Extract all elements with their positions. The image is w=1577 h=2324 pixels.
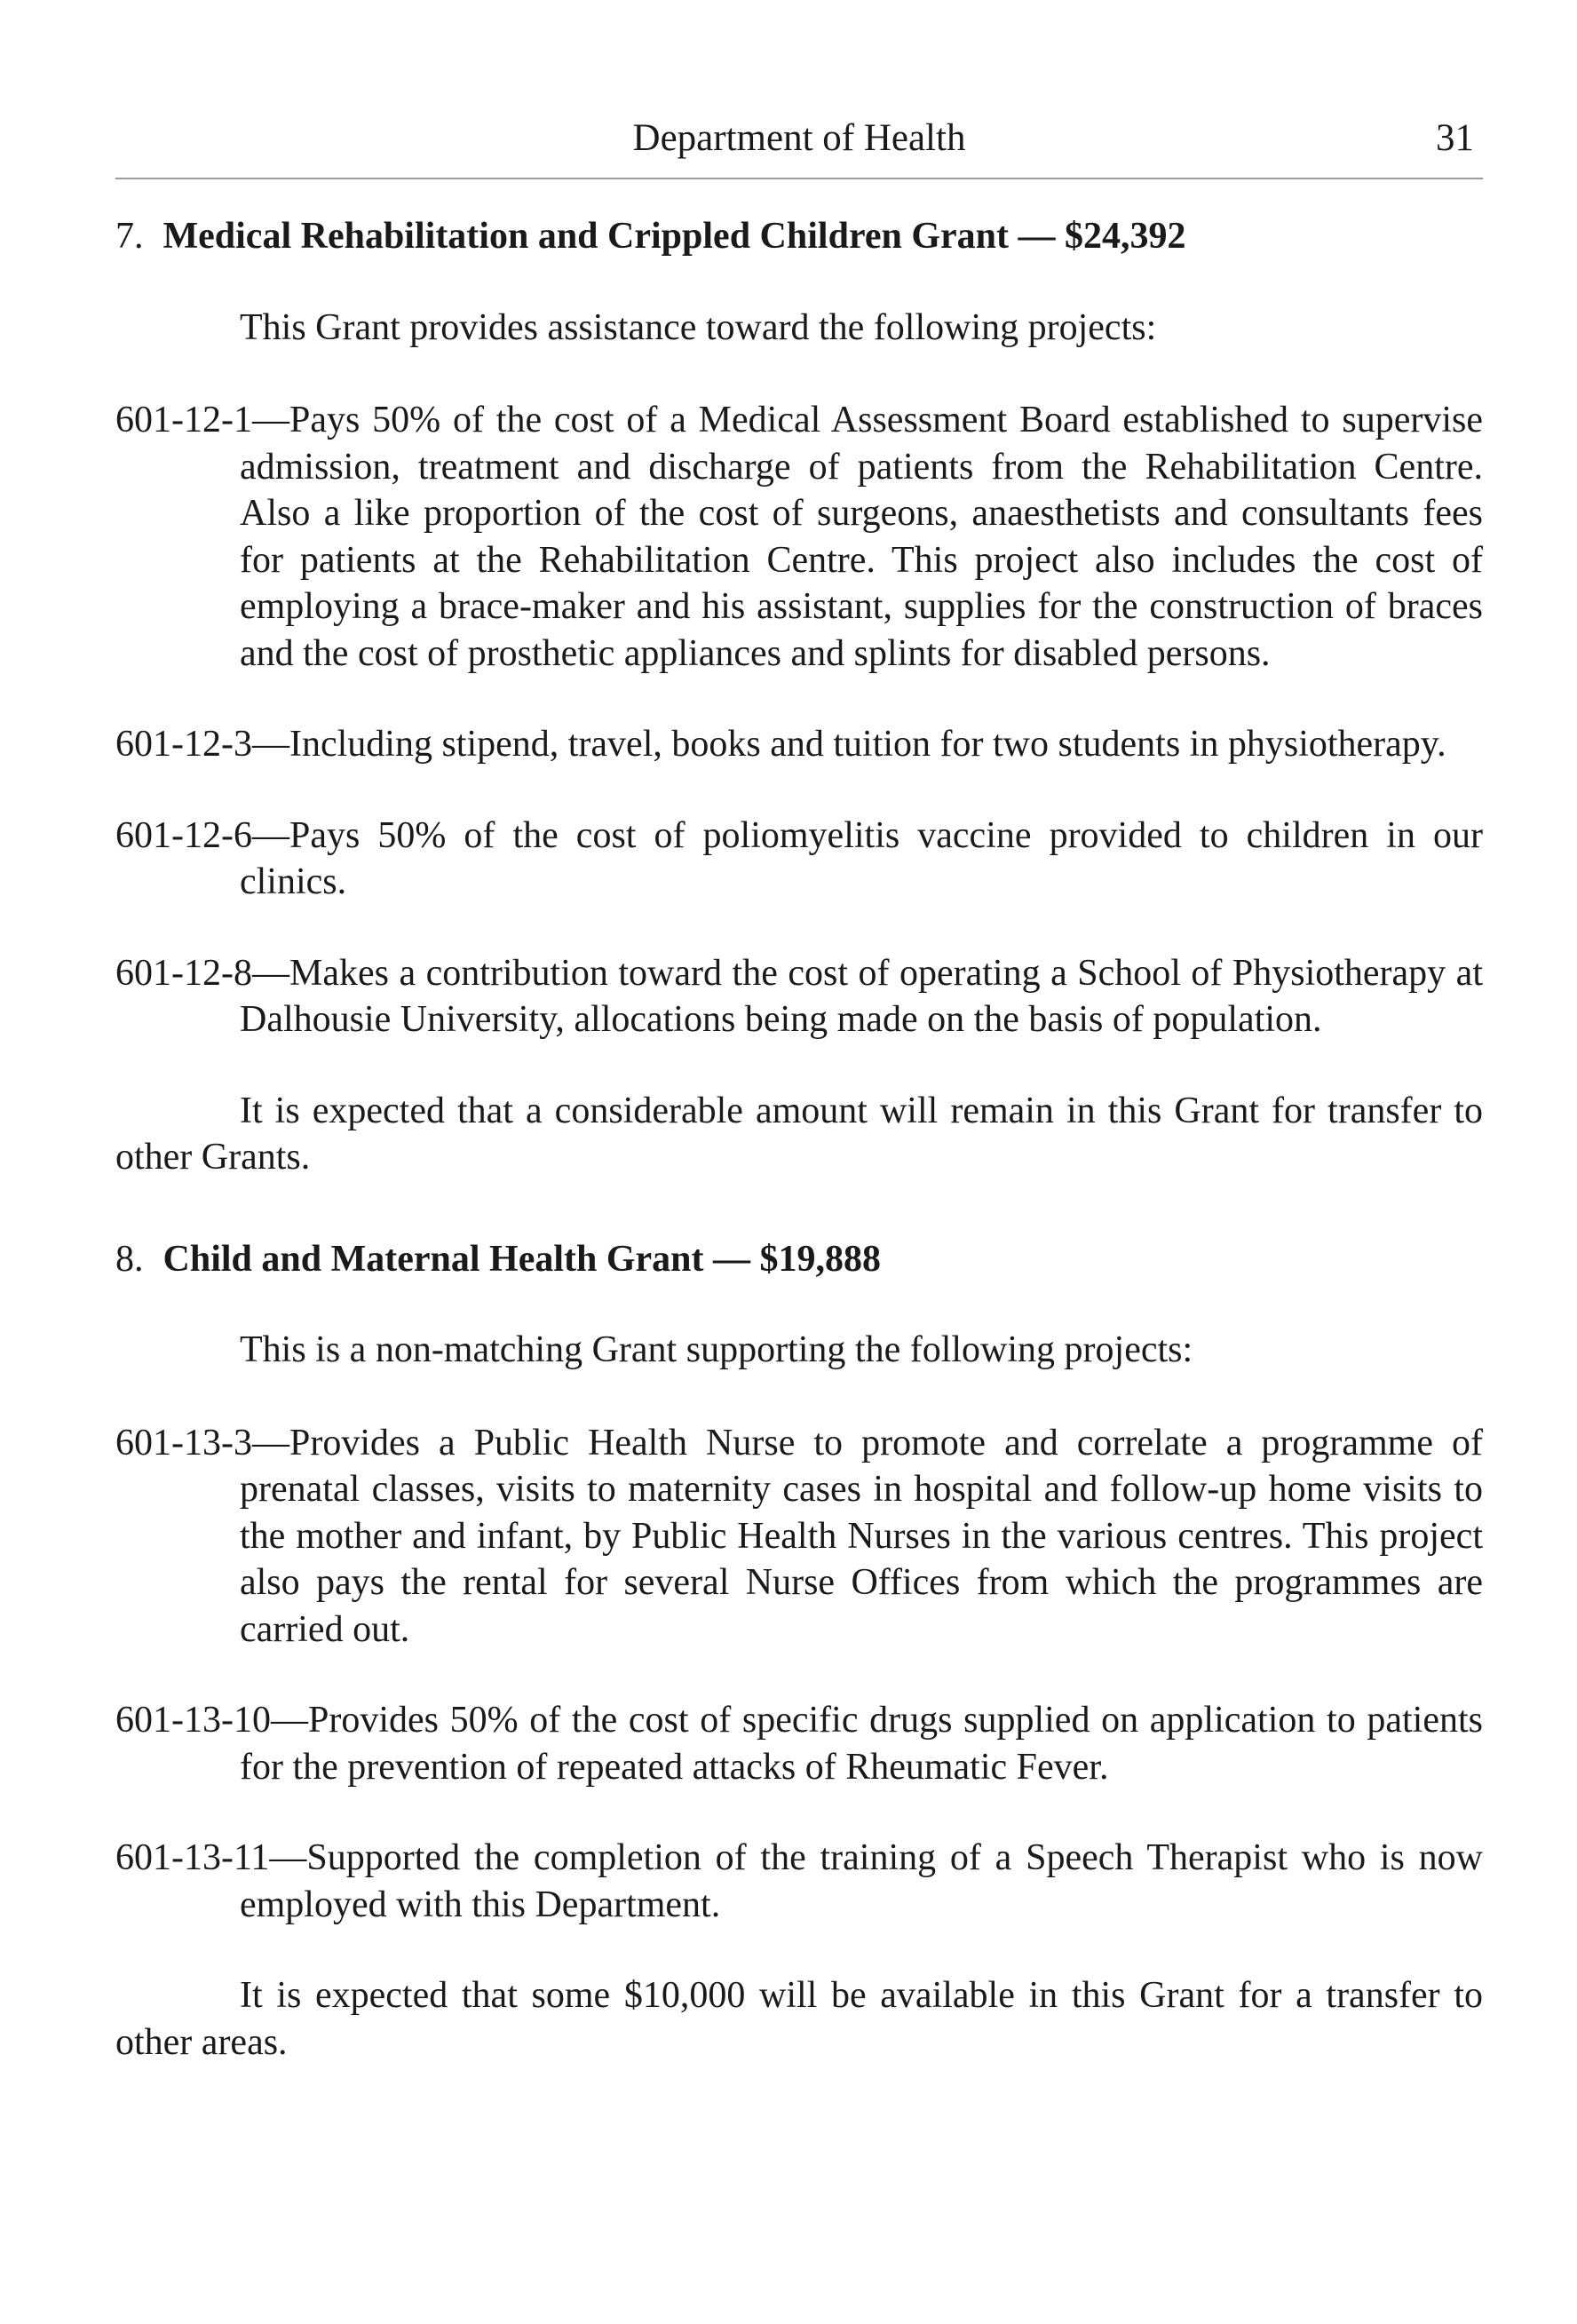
project-item: 601-12-6—Pays 50% of the cost of poliomyelitis vaccine provided to children in our clinics. [115,814,1483,902]
running-header [115,114,1483,163]
section-7 [115,213,1483,1181]
section-closing: It is expected that a considerable amount will remain in this Grant for transfer to other Grants. [115,1090,1483,1178]
section-8 [115,1236,1483,2066]
project-item: 601-12-3—Including stipend, travel, books and tuition for two students in physiotherapy. [115,724,1446,765]
header-title: Department of Health [632,117,966,159]
section-title: Child and Maternal Health Grant — $19,888 [162,1238,882,1280]
project-item: 601-12-8—Makes a contribution toward the cost of operating a School of Physiotherapy at Dalhousie University, allocations being made on the basis of population. [115,952,1483,1040]
page-number: 31 [1436,117,1474,159]
section-heading [115,1236,1483,1283]
header-rule [115,178,1483,179]
project-item: 601-12-1—Pays 50% of the cost of a Medical Assessment Board established to supervise admission, treatment and discharge of patients from the Rehabilitation Centre. Also a like proportion of the cost of surgeons, anaesthetists and consultants fees for patients at the Rehabilitation Centre. This project also includes the cost of employing a brace-maker and his assistant, supplies for the construction of braces and the cost of prosthetic appliances and splints for disabled persons. [115,400,1483,674]
section-intro: This is a non-matching Grant supporting the following projects: [240,1329,1193,1370]
section-intro: This Grant provides assistance toward the following projects: [240,306,1157,348]
project-item: 601-13-10—Provides 50% of the cost of specific drugs supplied on application to patients for the prevention of repeated attacks of Rheumatic Fever. [115,1700,1483,1788]
page-body [115,213,1483,2066]
section-closing: It is expected that some $10,000 will be available in this Grant for a transfer to other areas. [115,1975,1483,2063]
section-number: 8. [115,1238,144,1280]
section-number: 7. [115,216,144,257]
project-item: 601-13-3—Provides a Public Health Nurse to promote and correlate a programme of prenatal classes, visits to maternity cases in hospital and follow-up home visits to the mother and infant, by Public Health Nurses in the various centres. This project also pays the rental for several Nurse Offices from which the programmes are carried out. [115,1422,1483,1650]
section-heading [115,213,1483,260]
project-item: 601-13-11—Supported the completion of the training of a Speech Therapist who is now employed with this Department. [115,1837,1483,1925]
section-title: Medical Rehabilitation and Crippled Children Grant — $24,392 [162,216,1186,257]
